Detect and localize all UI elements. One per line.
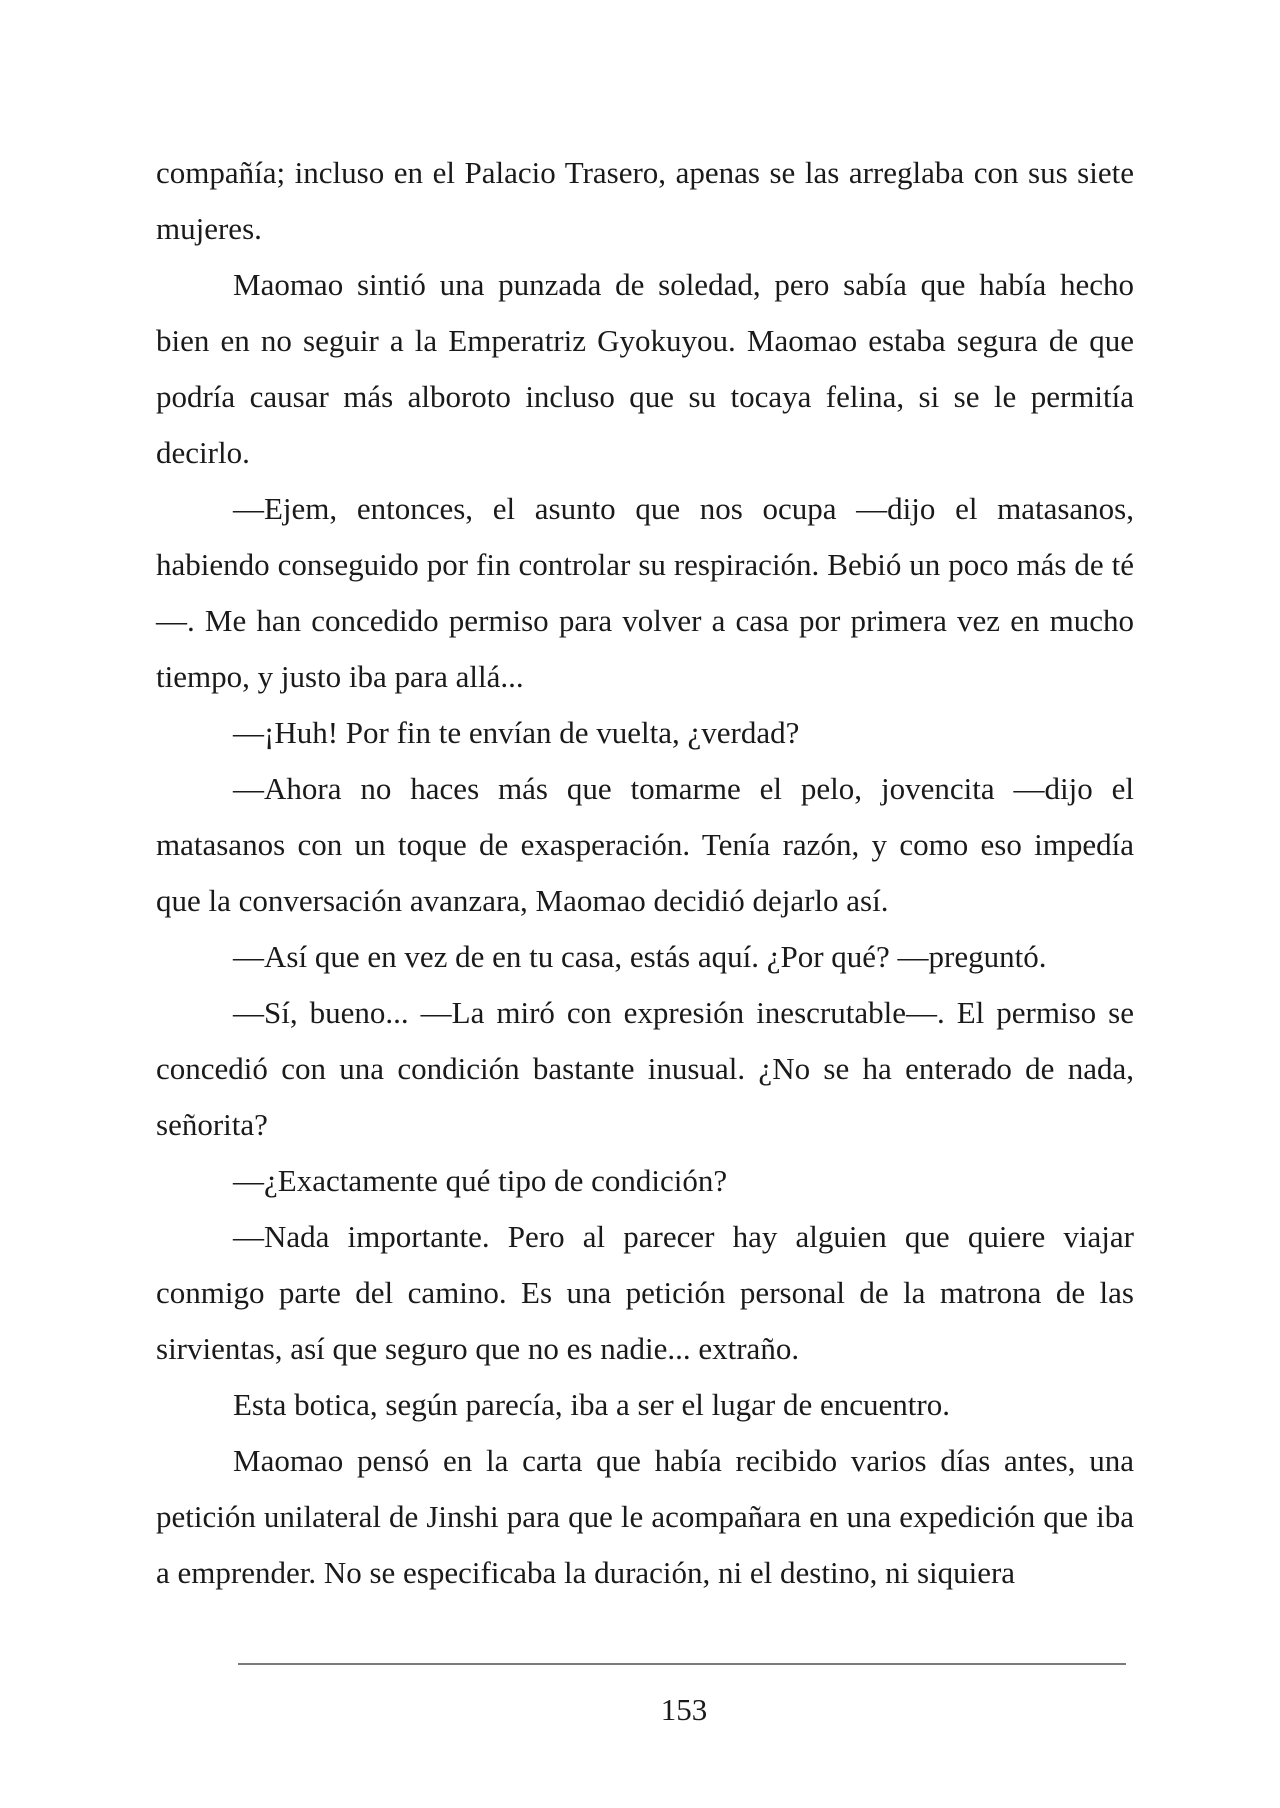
- paragraph: Maomao sintió una punzada de soledad, pero sabía que había hecho bien en no seguir a la Emperatriz Gyokuyou. Maomao estaba segura de que podría causar más alboroto incluso que su tocaya felina, si se le permitía decirlo.: [156, 267, 1134, 470]
- paragraph: —Ejem, entonces, el asunto que nos ocupa —dijo el matasanos, habiendo conseguido por fin controlar su respiración. Bebió un poco más de té—. Me han concedido permiso para volver a casa por primera vez en mucho tiempo, y justo iba para allá...: [156, 491, 1134, 694]
- paragraph: —¡Huh! Por fin te envían de vuelta, ¿verdad?: [233, 715, 800, 750]
- page-body-text: [156, 145, 1134, 1601]
- footer-divider: [238, 1663, 1126, 1665]
- page-number: 153: [660, 1692, 708, 1727]
- paragraph: Maomao pensó en la carta que había recibido varios días antes, una petición unilateral de Jinshi para que le acompañara en una expedición que iba a emprender. No se especificaba la duración, ni el destino, ni siquiera: [156, 1443, 1134, 1590]
- paragraph: —Nada importante. Pero al parecer hay alguien que quiere viajar conmigo parte del camino. Es una petición personal de la matrona de las sirvientas, así que seguro que no es nadie... extraño.: [156, 1219, 1134, 1366]
- paragraph: Esta botica, según parecía, iba a ser el lugar de encuentro.: [233, 1387, 950, 1422]
- paragraph: —Ahora no haces más que tomarme el pelo, jovencita —dijo el matasanos con un toque de exasperación. Tenía razón, y como eso impedía que la conversación avanzara, Maomao decidió dejarlo así.: [156, 771, 1134, 918]
- paragraph: —Así que en vez de en tu casa, estás aquí. ¿Por qué? —preguntó.: [233, 939, 1047, 974]
- paragraph: —Sí, bueno... —La miró con expresión inescrutable—. El permiso se concedió con una condición bastante inusual. ¿No se ha enterado de nada, señorita?: [156, 995, 1134, 1142]
- paragraph: compañía; incluso en el Palacio Trasero, apenas se las arreglaba con sus siete mujeres.: [156, 155, 1134, 246]
- paragraph: —¿Exactamente qué tipo de condición?: [233, 1163, 728, 1198]
